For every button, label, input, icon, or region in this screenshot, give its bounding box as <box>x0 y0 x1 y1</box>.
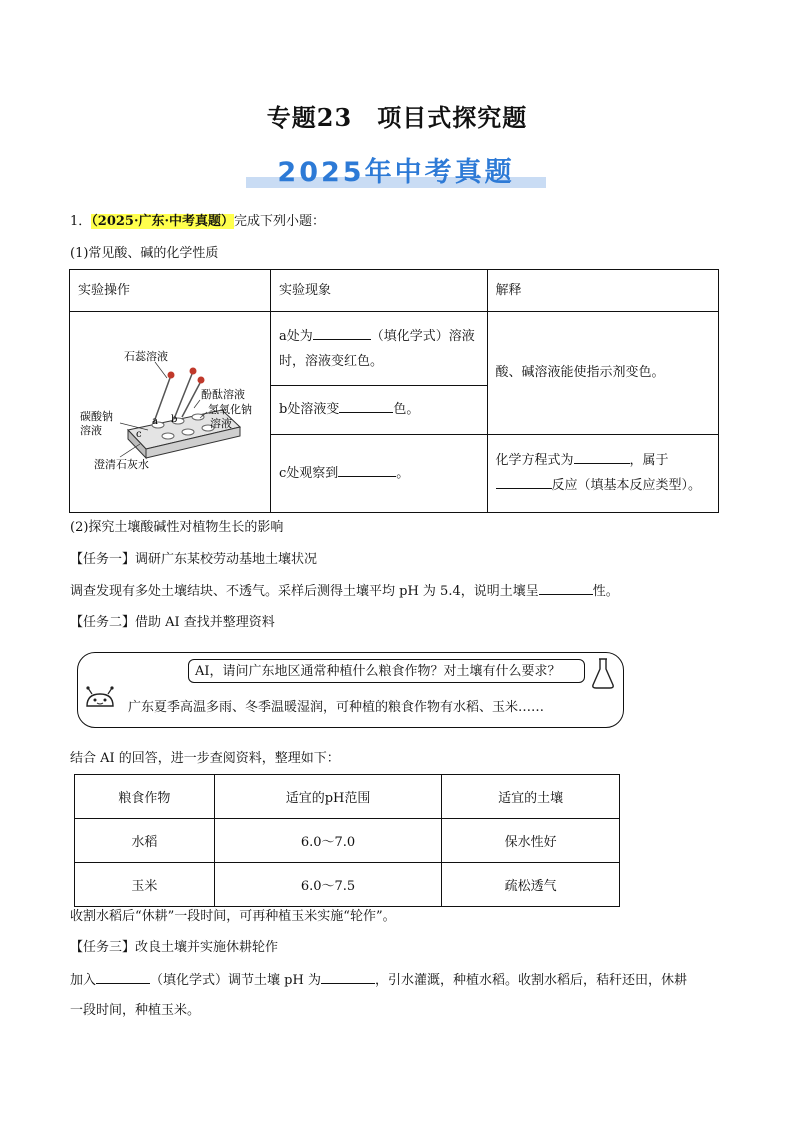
label-litmus: 石蕊溶液 <box>124 350 168 363</box>
label-c: c <box>136 429 142 440</box>
header-phenomenon: 实验现象 <box>271 270 488 312</box>
question-prompt: 完成下列小题： <box>234 214 326 229</box>
experiment-figure-cell <box>70 312 271 513</box>
part2-heading: (2)探究土壤酸碱性对植物生长的影响 <box>70 520 284 535</box>
crop-name: 水稻 <box>75 819 215 863</box>
task2-title: 【任务二】借助 AI 查找并整理资料 <box>70 615 275 630</box>
label-phenolphthalein: 酚酞溶液 <box>201 388 245 401</box>
task3-title: 【任务三】改良土壤并实施休耕轮作 <box>70 940 279 955</box>
crop-ph-range: 6.0～7.5 <box>214 863 442 907</box>
phenomenon-b: b处溶液变 色。 <box>271 386 488 434</box>
part1-heading: (1)常见酸、碱的化学性质 <box>70 246 219 261</box>
flask-icon <box>590 656 616 690</box>
crop-soil: 疏松透气 <box>442 863 620 907</box>
crop-table-header <box>75 775 620 819</box>
label-limewater: 澄清石灰水 <box>94 458 149 471</box>
ai-answer: 广东夏季高温多雨、冬季温暖湿润，可种植的粮食作物有水稻、玉米…… <box>128 700 545 715</box>
crop-table-header-cell: 适宜的土壤 <box>442 775 620 819</box>
crop-table-header-cell: 适宜的pH范围 <box>214 775 442 819</box>
blank-a-formula[interactable] <box>313 326 371 340</box>
spot-plate-figure <box>70 312 270 512</box>
task1-text: 调查发现有多处土壤结块、不透气。采样后测得土壤平均 pH 为 5.4，说明土壤呈 性。 <box>70 581 619 602</box>
source-tag: （2025·广东·中考真题） <box>91 214 235 229</box>
phenomenon-a: a处为 （填化学式）溶液 时，溶液变红色。 <box>271 312 488 386</box>
table-row <box>75 819 620 863</box>
label-b: b <box>171 414 178 425</box>
header-explanation: 解释 <box>487 270 718 312</box>
crop-table <box>74 774 620 907</box>
explanation-c: 化学方程式为 ，属于 反应（填基本反应类型）。 <box>487 434 718 512</box>
task3-text-line1: 加入 （填化学式）调节土壤 pH 为 ，引水灌溉，种植水稻。收割水稻后，秸秆还田，休耕 <box>70 970 687 991</box>
crop-name: 玉米 <box>75 863 215 907</box>
crop-soil: 保水性好 <box>442 819 620 863</box>
blank-soil-amendment[interactable] <box>96 970 150 984</box>
question-header <box>70 212 325 232</box>
blank-soil-property[interactable] <box>539 581 593 595</box>
ai-question: AI，请问广东地区通常种植什么粮食作物？对土壤有什么要求？ <box>188 659 585 683</box>
experiment-table <box>69 269 719 513</box>
blank-c-observation[interactable] <box>338 463 396 477</box>
blank-target-ph[interactable] <box>321 970 375 984</box>
explanation-ab: 酸、碱溶液能使指示剂变色。 <box>487 312 718 435</box>
label-na2co3: 碳酸钠 <box>80 410 113 423</box>
page-title: 专题23 项目式探究题 <box>266 103 528 132</box>
header-operation: 实验操作 <box>70 270 271 312</box>
label-a: a <box>152 416 158 427</box>
crop-table-header-cell: 粮食作物 <box>75 775 215 819</box>
blank-c-equation[interactable] <box>574 450 630 464</box>
ai-summary: 结合 AI 的回答，进一步查阅资料，整理如下： <box>70 751 340 766</box>
task1-title: 【任务一】调研广东某校劳动基地土壤状况 <box>70 552 318 567</box>
blank-c-reaction-type[interactable] <box>496 475 552 489</box>
banner-text: 2025年中考真题 <box>277 157 515 188</box>
label-naoh-2: 溶液 <box>210 417 232 430</box>
label-na2co3-2: 溶液 <box>80 424 102 437</box>
phenomenon-c: c处观察到 。 <box>271 434 488 512</box>
robot-icon <box>84 686 116 714</box>
blank-b-color[interactable] <box>339 399 393 413</box>
rotation-note: 收割水稻后“休耕”一段时间，可再种植玉米实施“轮作”。 <box>70 909 396 924</box>
table-row <box>75 863 620 907</box>
question-number: 1． <box>70 214 92 229</box>
banner <box>246 150 546 190</box>
task3-text-line2: 一段时间，种植玉米。 <box>70 1003 201 1018</box>
crop-ph-range: 6.0～7.0 <box>214 819 442 863</box>
label-naoh: 氢氧化钠 <box>208 403 252 416</box>
